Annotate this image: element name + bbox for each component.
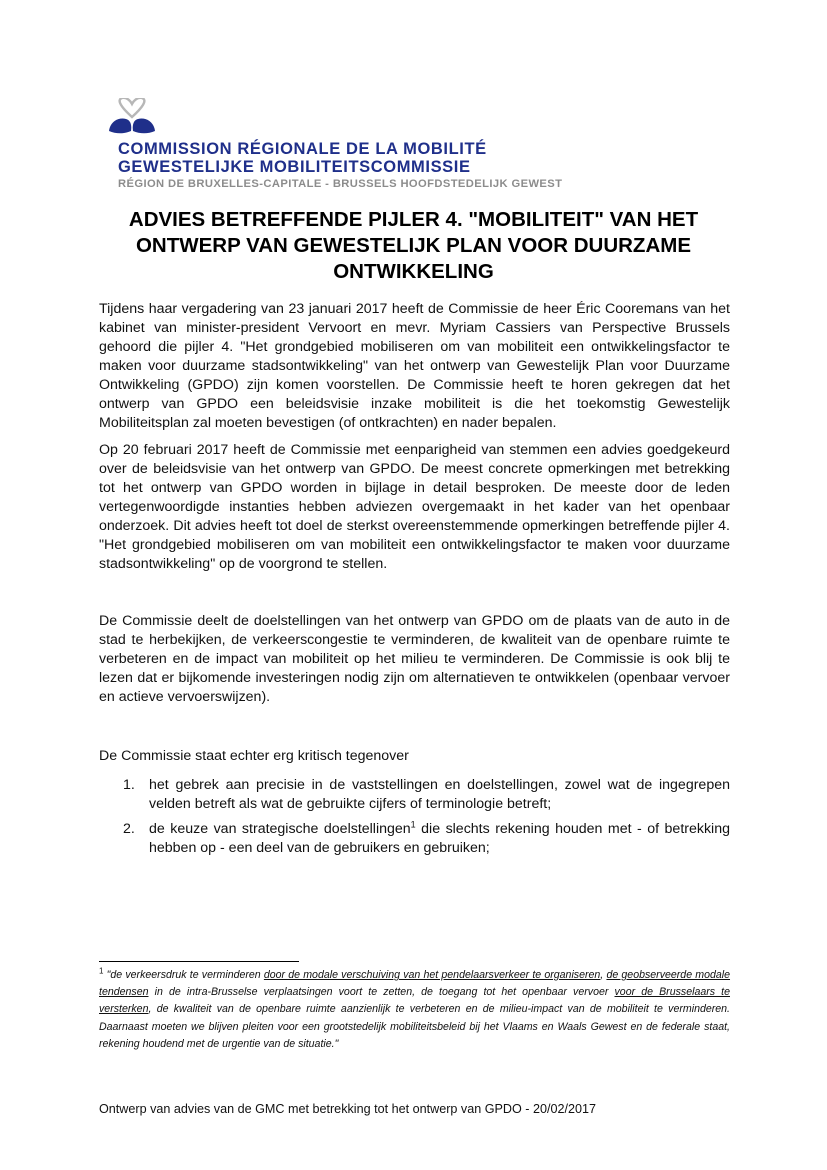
document-body <box>99 300 730 864</box>
document-title: ADVIES BETREFFENDE PIJLER 4. "MOBILITEIT" VAN HET ONTWERP VAN GEWESTELIJK PLAN VOOR DUURZAME ONTWIKKELING <box>128 208 699 283</box>
footnote-underlined-text: voor de Brusselaars te versterken <box>99 986 730 1016</box>
footnote-underlined-text: de geobserveerde modale tendensen <box>99 969 731 999</box>
critique-list <box>99 776 730 858</box>
paragraph-approval: Op 20 februari 2017 heeft de Commissie met eenparigheid van stemmen een advies goedgekeurd over de beleidsvisie van het ontwerp van GPDO. De meest concrete opmerkingen met betrekking tot het ontwerp van GPDO worden in bijlage in detail besproken. De meeste door de leden vertegenwoordigde instanties hebben adviezen overgemaakt in het kader van het openbaar onderzoek. Dit advies heeft tot doel de sterkst overeenstemmende opmerkingen betreffende pijler 4. "Het grondgebied mobiliseren om van mobiliteit een ontwikkelingsfactor te maken voor duurzame stadsontwikkeling" op de voorgrond te stellen. <box>99 442 730 572</box>
paragraph-critique-intro: De Commissie staat echter erg kritisch tegenover <box>99 748 409 764</box>
org-name-fr: COMMISSION RÉGIONALE DE LA MOBILITÉ <box>118 140 487 158</box>
paragraph-objectives: De Commissie deelt de doelstellingen van het ontwerp van GPDO om de plaats van de auto in de stad te herbekijken, de verkeerscongestie te verminderen, de kwaliteit van de openbare ruimte te verbeteren en de impact van mobiliteit op het milieu te verminderen. De Commissie is ook blij te lezen dat er bijkomende investeringen nodig zijn om alternatieven te ontwikkelen (openbaar vervoer en actieve vervoerswijzen). <box>99 613 730 705</box>
letterhead <box>108 98 728 198</box>
footnote-text: , de kwaliteit van de openbare ruimte aanzienlijk te verbeteren en de milieu-impact van de mobiliteit te verminderen. Daarnaast moeten we blijven pleiten voor een grootstedelijk mobiliteitsbeleid bij het Vlaams en Waals Gewest en de federale staat, rekening houdend met de urgentie van de situatie." <box>99 1003 730 1050</box>
footnote-mark: 1 <box>99 966 104 976</box>
list-item <box>99 776 730 814</box>
list-item-text: de keuze van strategische doelstellingen <box>149 821 411 837</box>
footnote-text: "de verkeersdruk te verminderen <box>106 969 264 981</box>
footnote-divider <box>99 961 299 962</box>
region-line: RÉGION DE BRUXELLES-CAPITALE - BRUSSELS HOOFDSTEDELIJK GEWEST <box>118 178 563 190</box>
list-item-text: het gebrek aan precisie in de vaststellingen en doelstellingen, zowel wat de ingegrepen velden betreft als wat de gebruikte cijfers of terminologie betreft; <box>149 777 730 812</box>
footnote <box>99 967 730 1053</box>
footnote-underlined-text: door de modale verschuiving van het pendelaarsverkeer te organiseren <box>263 969 601 981</box>
paragraph-intro: Tijdens haar vergadering van 23 januari 2017 heeft de Commissie de heer Éric Cooremans van het kabinet van minister-president Vervoort en mevr. Myriam Cassiers van Perspective Brussels gehoord die pijler 4. "Het grondgebied mobiliseren om van mobiliteit een ontwikkelingsfactor te maken voor duurzame stadsontwikkeling" van het ontwerp van Gewestelijk Plan voor Duurzame Ontwikkeling (GPDO) zijn komen voorstellen. De Commissie heeft te horen gekregen dat het ontwerp van GPDO een beleidsvisie inzake mobiliteit is die het toekomstig Gewestelijk Mobiliteitsplan zal moeten bevestigen (of ontkrachten) en nader bepalen. <box>99 301 730 431</box>
list-item-number: 1. <box>123 777 135 793</box>
footnote-text: , <box>600 969 607 981</box>
list-item-number: 2. <box>123 821 135 837</box>
footnote-reference-link[interactable]: 1 <box>410 819 416 830</box>
commission-logo-icon <box>108 98 156 140</box>
org-name-nl: GEWESTELIJKE MOBILITEITSCOMMISSIE <box>118 158 471 176</box>
list-item <box>99 820 730 858</box>
page-footer: Ontwerp van advies van de GMC met betrekking tot het ontwerp van GPDO - 20/02/2017 <box>99 1102 597 1116</box>
footnote-text: in de intra-Brusselse verplaatsingen voort te zetten, de toegang tot het openbaar vervoer <box>148 986 615 999</box>
list-item-text-cont: die slechts rekening houden met - of betrekking hebben op - een deel van de gebruikers en gebruiken; <box>149 821 730 856</box>
